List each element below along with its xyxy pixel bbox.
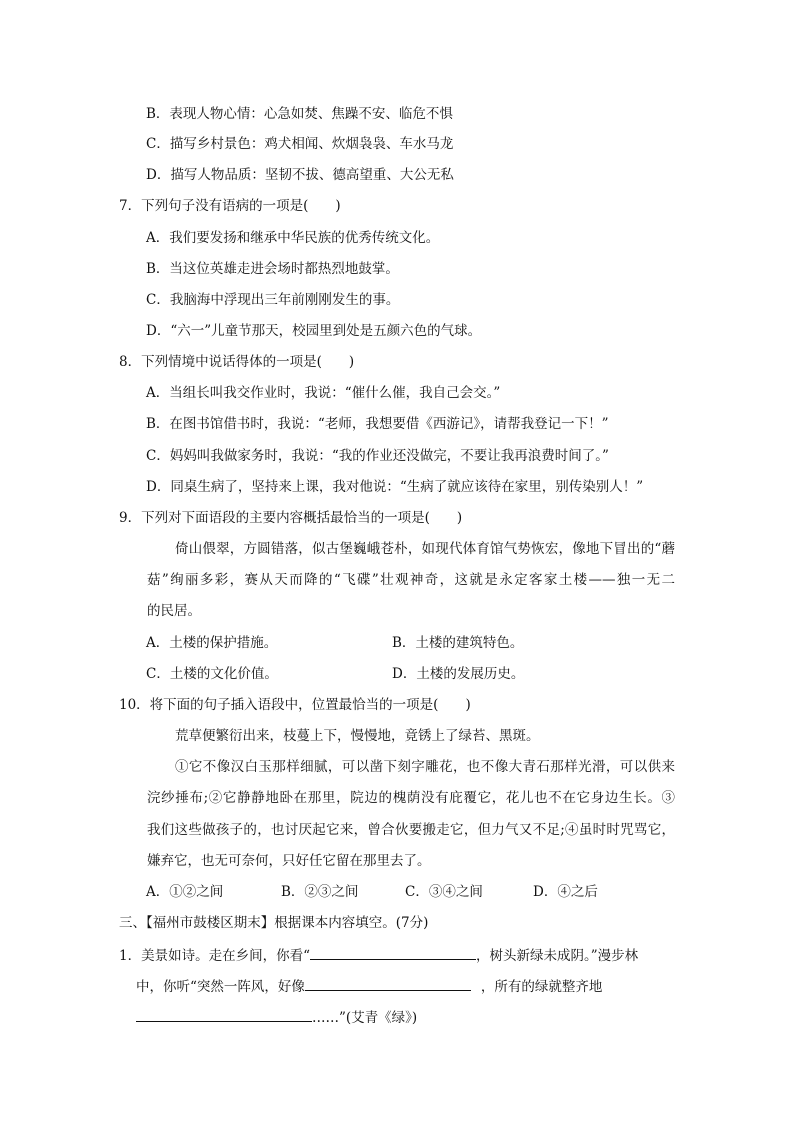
q10-passage-line-1: ①它不像汉白玉那样细腻，可以凿下刻字雕花，也不像大青石那样光滑，可以供来 — [175, 759, 675, 775]
fill-1-blank-1[interactable] — [310, 945, 476, 960]
q9-passage-line-1: 倚山偎翠，方圆错落，似古堡巍峨苍朴，如现代体育馆气势恢宏，像地下冒出的“蘑 — [175, 541, 675, 557]
q8-option-a: A．当组长叫我交作业时，我说：“催什么催，我自己会交。” — [146, 385, 501, 401]
q8-option-d: D．同桌生病了，坚持来上课，我对他说：“生病了就应该待在家里，别传染别人！” — [146, 479, 644, 495]
q10-passage-line-2: 浣纱捶布;②它静静地卧在那里，院边的槐荫没有庇覆它，花儿也不在它身边生长。③ — [147, 790, 675, 806]
fill-1-text-e: ……”(艾青《绿》) — [312, 1010, 418, 1026]
q7-option-a: A．我们要发扬和继承中华民族的优秀传统文化。 — [146, 230, 440, 246]
q9-option-d: D．土楼的发展历史。 — [392, 666, 525, 682]
q6-option-d: D．描写人物品质：坚韧不拔、德高望重、大公无私 — [146, 167, 454, 183]
q10-stem: 10．将下面的句子插入语段中，位置最恰当的一项是( ) — [119, 697, 471, 713]
fill-1-blank-2[interactable] — [305, 976, 471, 991]
fill-1-text-d: ，所有的绿就整齐地 — [480, 979, 603, 995]
fill-1-line-1 — [119, 945, 638, 965]
fill-1-text-a: 1．美景如诗。走在乡间，你看“ — [119, 948, 310, 964]
q10-passage-line-3: 我们这些做孩子的，也讨厌起它来，曾合伙要搬走它，但力气又不足;④虽时时咒骂它， — [147, 822, 675, 838]
q7-option-d: D．“六一”儿童节那天，校园里到处是五颜六色的气球。 — [146, 323, 482, 339]
fill-1-text-b: ，树头新绿未成阴。”漫步林 — [476, 948, 639, 964]
q8-stem: 8．下列情境中说话得体的一项是( ) — [119, 354, 355, 370]
q8-option-b: B．在图书馆借书时，我说：“老师，我想要借《西游记》，请帮我登记一下！” — [146, 416, 609, 432]
q10-option-d: D．④之后 — [533, 884, 598, 900]
fill-1-blank-3[interactable] — [136, 1007, 312, 1022]
q7-option-b: B．当这位英雄走进会场时都热烈地鼓掌。 — [146, 261, 399, 277]
section-3-title: 三、【福州市鼓楼区期末】根据课本内容填空。(7分) — [119, 915, 429, 931]
q8-option-c: C．妈妈叫我做家务时，我说：“我的作业还没做完，不要让我再浪费时间了。” — [146, 448, 609, 464]
q9-option-c: C．土楼的文化价值。 — [146, 666, 278, 682]
q9-passage-line-3: 的民居。 — [147, 603, 201, 619]
q9-option-a: A．土楼的保护措施。 — [146, 635, 278, 651]
q10-passage-line-4: 嫌弃它，也无可奈何，只好任它留在那里去了。 — [147, 853, 431, 869]
fill-1-line-2 — [136, 976, 602, 996]
q10-option-a: A．①②之间 — [146, 884, 224, 900]
q7-stem: 7．下列句子没有语病的一项是( ) — [119, 198, 341, 214]
q6-option-c: C．描写乡村景色：鸡犬相闻、炊烟袅袅、车水马龙 — [146, 136, 454, 152]
fill-1-line-3 — [136, 1007, 417, 1027]
fill-1-text-c: 中，你听“突然一阵风，好像 — [136, 979, 305, 995]
q9-passage-line-2: 菇”绚丽多彩，赛从天而降的“飞碟”壮观神奇，这就是永定客家土楼——独一无二 — [147, 572, 675, 588]
q7-option-c: C．我脑海中浮现出三年前刚刚发生的事。 — [146, 292, 400, 308]
q10-option-c: C．③④之间 — [405, 884, 483, 900]
q9-option-b: B．土楼的建筑特色。 — [392, 635, 524, 651]
q6-option-b: B．表现人物心情：心急如焚、焦躁不安、临危不惧 — [146, 106, 453, 122]
q10-option-b: B．②③之间 — [281, 884, 359, 900]
q10-insert-sentence: 荒草便繁衍出来，枝蔓上下，慢慢地，竟锈上了绿苔、黑斑。 — [175, 728, 540, 744]
q9-stem: 9．下列对下面语段的主要内容概括最恰当的一项是( ) — [119, 510, 463, 526]
